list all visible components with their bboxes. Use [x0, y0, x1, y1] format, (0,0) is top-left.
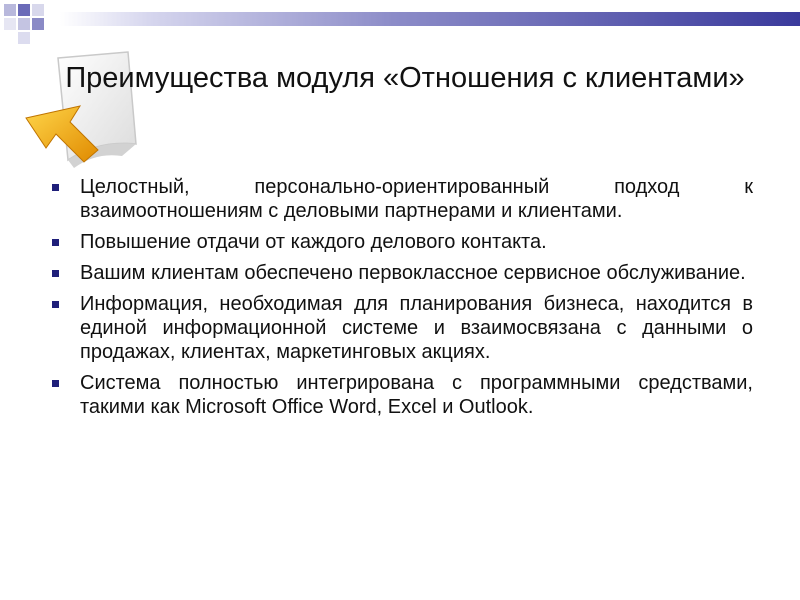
square-bullet-icon: [52, 184, 59, 191]
header-gradient-bar: [60, 12, 800, 26]
list-item: [48, 292, 753, 364]
bullet-text: Повышение отдачи от каждого делового контакта.: [80, 231, 547, 253]
list-item: [48, 371, 753, 419]
square-bullet-icon: [52, 380, 59, 387]
bullet-text: Вашим клиентам обеспечено первоклассное сервисное обслуживание.: [80, 262, 746, 284]
list-item: [48, 175, 753, 223]
square-bullet-icon: [52, 301, 59, 308]
list-item: [48, 261, 753, 285]
bullet-text: Система полностью интегрирована с программными средствами, такими как Microsoft Office Word, Excel и Outlook.: [80, 372, 753, 418]
bullet-text: Информация, необходимая для планирования бизнеса, находится в единой информационной системе и взаимосвязана с данными о продажах, клиентах, маркетинговых акциях.: [80, 293, 753, 363]
bullet-text: Целостный, персонально-ориентированный подход к взаимоотношениям с деловыми партнерами и клиентами.: [80, 176, 753, 222]
list-item: [48, 230, 753, 254]
slide-title: Преимущества модуля «Отношения с клиентами»: [65, 62, 745, 94]
corner-squares-decoration: [0, 0, 60, 44]
square-bullet-icon: [52, 239, 59, 246]
square-bullet-icon: [52, 270, 59, 277]
bullet-list: [48, 175, 753, 426]
